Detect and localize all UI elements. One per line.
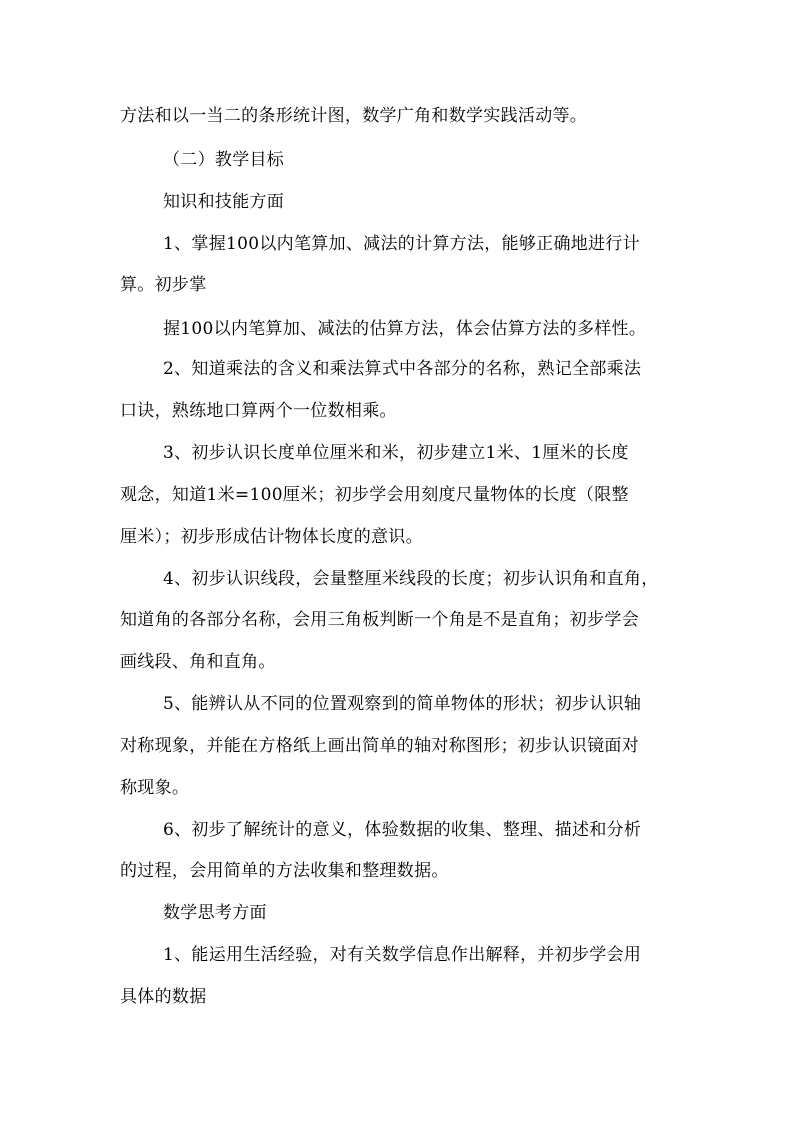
paragraph-line: 称现象。 bbox=[120, 778, 190, 798]
paragraph-line: 1、掌握100以内笔算加、减法的计算方法，能够正确地进行计 bbox=[163, 234, 640, 254]
paragraph-line: 握100以内笔算加、减法的估算方法，体会估算方法的多样性。 bbox=[163, 319, 647, 339]
section-heading: （二）教学目标 bbox=[163, 150, 285, 170]
paragraph-line: 4、初步认识线段，会量整厘米线段的长度；初步认识角和直角， bbox=[163, 569, 659, 589]
paragraph-line: 具体的数据 bbox=[120, 987, 207, 1007]
paragraph-line: 3、初步认识长度单位厘米和米，初步建立1米、1厘米的长度 bbox=[163, 443, 629, 463]
paragraph-line: 画线段、角和直角。 bbox=[120, 652, 276, 672]
paragraph-line: 1、能运用生活经验，对有关数学信息作出解释，并初步学会用 bbox=[163, 945, 642, 965]
paragraph-line: 6、初步了解统计的意义，体验数据的收集、整理、描述和分析 bbox=[163, 820, 642, 840]
paragraph-line: 5、能辨认从不同的位置观察到的简单物体的形状；初步认识轴 bbox=[163, 694, 642, 714]
paragraph-line: 2、知道乘法的含义和乘法算式中各部分的名称，熟记全部乘法 bbox=[163, 359, 642, 379]
paragraph-line: 算。初步掌 bbox=[120, 275, 207, 295]
paragraph-line: 观念，知道1米=100厘米；初步学会用刻度尺量物体的长度（限整 bbox=[120, 485, 629, 505]
paragraph-line: 口诀，熟练地口算两个一位数相乘。 bbox=[120, 401, 397, 421]
paragraph-line: 方法和以一当二的条形统计图，数学广角和数学实践活动等。 bbox=[120, 106, 588, 126]
paragraph-line: 的过程，会用简单的方法收集和整理数据。 bbox=[120, 861, 449, 881]
paragraph-line: 厘米）；初步形成估计物体长度的意识。 bbox=[120, 527, 423, 547]
paragraph-line: 对称现象，并能在方格纸上画出简单的轴对称图形；初步认识镜面对 bbox=[120, 736, 639, 756]
subsection-heading: 知识和技能方面 bbox=[163, 192, 285, 212]
subsection-heading: 数学思考方面 bbox=[163, 903, 267, 923]
paragraph-line: 知道角的各部分名称，会用三角板判断一个角是不是直角；初步学会 bbox=[120, 610, 639, 630]
